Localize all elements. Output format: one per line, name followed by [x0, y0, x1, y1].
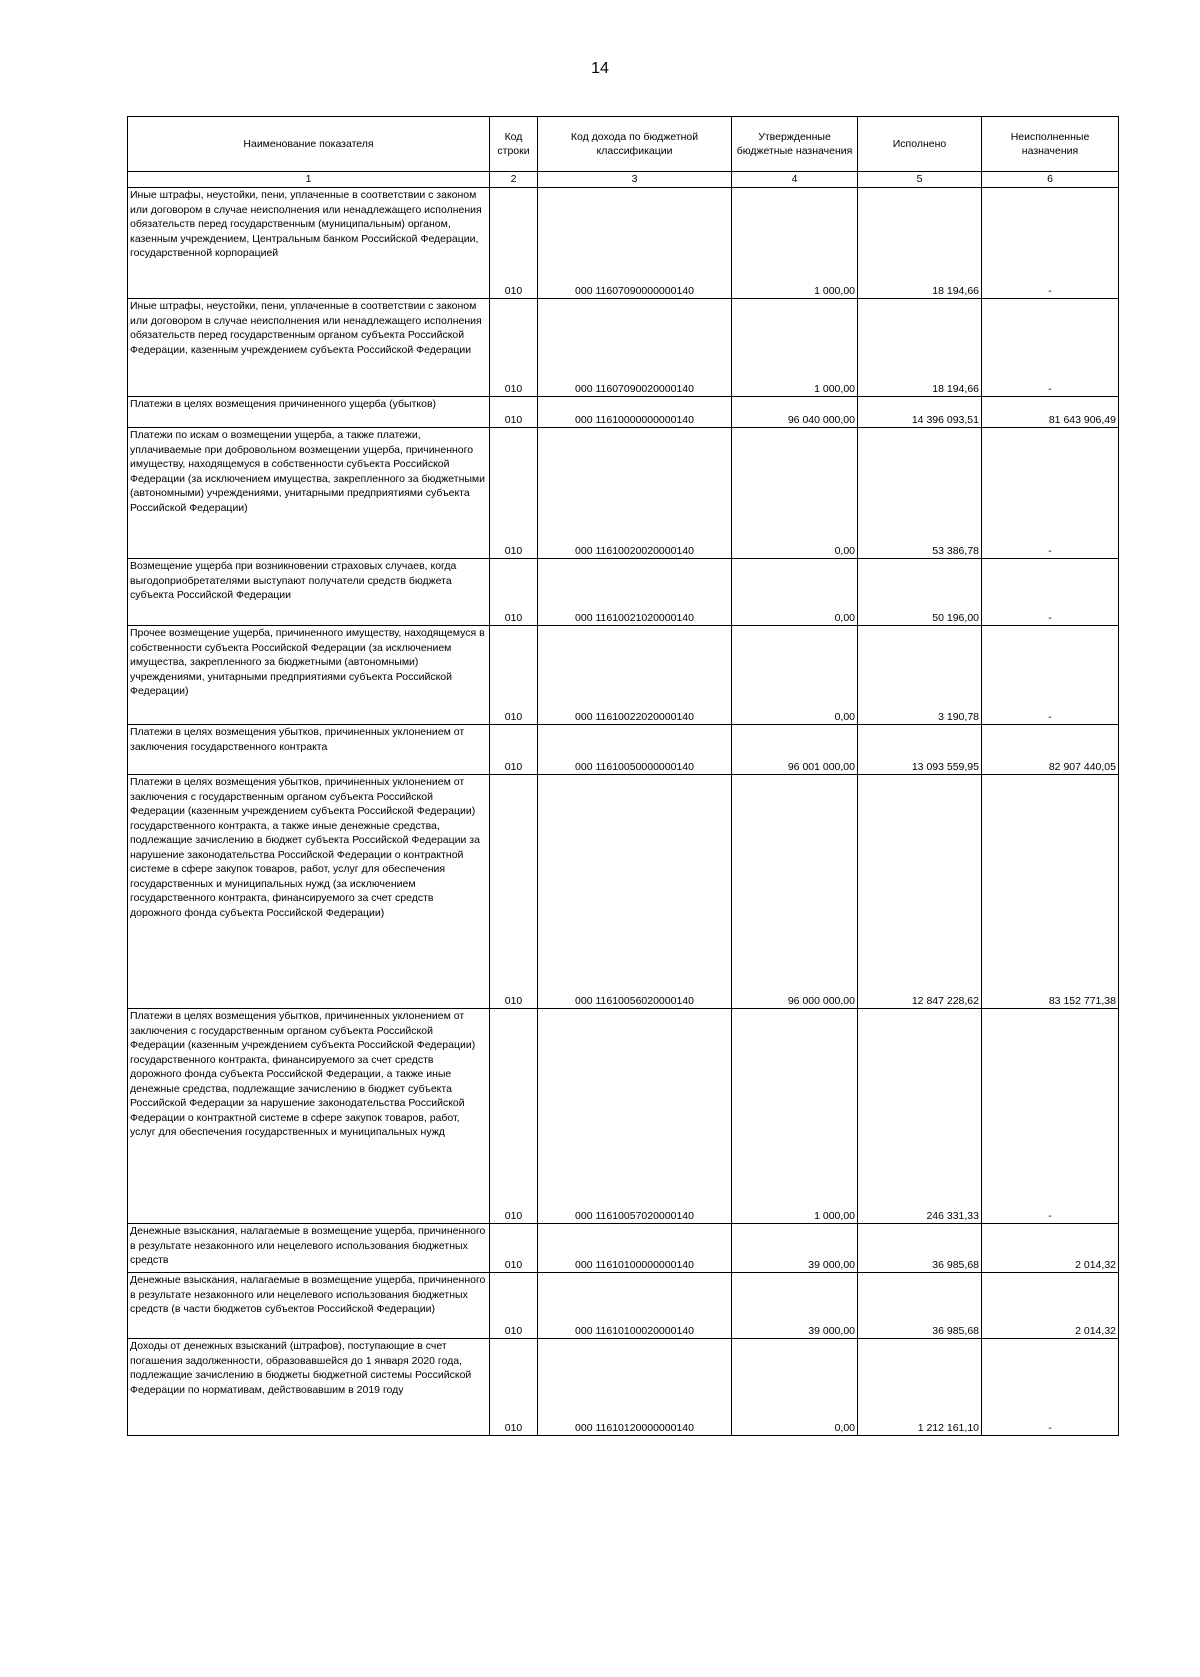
row-unexecuted: 2 014,32	[982, 1273, 1119, 1339]
row-unexecuted: -	[982, 1339, 1119, 1436]
row-name: Платежи в целях возмещения убытков, причиненных уклонением от заключения с государственным органом субъекта Российской Федерации (казенным учреждением субъекта Российской Федерации) государственного контракта, финансируемого за счет средств дорожного фонда субъекта Российской Федерации, а также иные денежные средства, подлежащие зачислению в бюджет субъекта Российской Федерации за нарушение законодательства Российской Федерации о контрактной системе в сфере закупок товаров, работ, услуг для обеспечения государственных и муниципальных нужд	[128, 1009, 490, 1224]
row-approved: 96 001 000,00	[732, 725, 858, 775]
row-unexecuted: 82 907 440,05	[982, 725, 1119, 775]
row-unexecuted: 81 643 906,49	[982, 397, 1119, 428]
row-executed: 13 093 559,95	[858, 725, 982, 775]
row-income-code: 000 11610120000000140	[538, 1339, 732, 1436]
row-income-code: 000 11607090020000140	[538, 299, 732, 397]
row-line-code: 010	[490, 397, 538, 428]
row-line-code: 010	[490, 1224, 538, 1273]
row-line-code: 010	[490, 299, 538, 397]
row-income-code: 000 11610057020000140	[538, 1009, 732, 1224]
header-executed: Исполнено	[858, 117, 982, 172]
row-income-code: 000 11610000000000140	[538, 397, 732, 428]
row-name: Платежи в целях возмещения убытков, причиненных уклонением от заключения с государственным органом субъекта Российской Федерации (казенным учреждением субъекта Российской Федерации) государственного контракта, а также иные денежные средства, подлежащие зачислению в бюджет субъекта Российской Федерации за нарушение законодательства Российской Федерации о контрактной системе в сфере закупок товаров, работ, услуг для обеспечения государственных и муниципальных нужд (за исключением государственного контракта, финансируемого за счет средств дорожного фонда субъекта Российской Федерации)	[128, 775, 490, 1009]
table-row	[128, 188, 1119, 299]
column-number: 6	[982, 172, 1119, 188]
row-executed: 14 396 093,51	[858, 397, 982, 428]
row-executed: 36 985,68	[858, 1224, 982, 1273]
row-income-code: 000 11610050000000140	[538, 725, 732, 775]
table-row	[128, 397, 1119, 428]
header-income-code: Код дохода по бюджетной классификации	[538, 117, 732, 172]
table-row	[128, 428, 1119, 559]
table-row	[128, 725, 1119, 775]
row-line-code: 010	[490, 1339, 538, 1436]
row-name: Платежи в целях возмещения причиненного ущерба (убытков)	[128, 397, 490, 428]
row-unexecuted: -	[982, 1009, 1119, 1224]
row-unexecuted: -	[982, 428, 1119, 559]
row-approved: 39 000,00	[732, 1224, 858, 1273]
row-income-code: 000 11610100000000140	[538, 1224, 732, 1273]
row-unexecuted: 2 014,32	[982, 1224, 1119, 1273]
row-income-code: 000 11610056020000140	[538, 775, 732, 1009]
table-row	[128, 1009, 1119, 1224]
row-name: Прочее возмещение ущерба, причиненного имуществу, находящемуся в собственности субъекта Российской Федерации (за исключением имущества, закрепленного за бюджетными (автономными) учреждениями, унитарными предприятиями субъекта Российской Федерации)	[128, 626, 490, 725]
row-approved: 96 000 000,00	[732, 775, 858, 1009]
header-approved: Утвержденные бюджетные назначения	[732, 117, 858, 172]
row-approved: 96 040 000,00	[732, 397, 858, 428]
table-row	[128, 299, 1119, 397]
column-number: 5	[858, 172, 982, 188]
row-name: Доходы от денежных взысканий (штрафов), поступающие в счет погашения задолженности, образовавшейся до 1 января 2020 года, подлежащие зачислению в бюджеты бюджетной системы Российской Федерации по нормативам, действовавшим в 2019 году	[128, 1339, 490, 1436]
row-approved: 39 000,00	[732, 1273, 858, 1339]
column-number: 1	[128, 172, 490, 188]
row-unexecuted: -	[982, 626, 1119, 725]
page-number: 14	[591, 60, 609, 77]
row-executed: 246 331,33	[858, 1009, 982, 1224]
row-executed: 1 212 161,10	[858, 1339, 982, 1436]
row-executed: 36 985,68	[858, 1273, 982, 1339]
row-name: Денежные взыскания, налагаемые в возмещение ущерба, причиненного в результате незаконного или нецелевого использования бюджетных средств	[128, 1224, 490, 1273]
row-executed: 18 194,66	[858, 188, 982, 299]
row-line-code: 010	[490, 626, 538, 725]
row-income-code: 000 11610021020000140	[538, 559, 732, 626]
row-unexecuted: -	[982, 188, 1119, 299]
header-name: Наименование показателя	[128, 117, 490, 172]
row-name: Платежи по искам о возмещении ущерба, а также платежи, уплачиваемые при добровольном возмещении ущерба, причиненного имуществу, находящемуся в собственности субъекта Российской Федерации (за исключением имущества, закрепленного за бюджетными (автономными) учреждениями, унитарными предприятиями субъекта Российской Федерации)	[128, 428, 490, 559]
header-row	[128, 117, 1119, 172]
row-name: Возмещение ущерба при возникновении страховых случаев, когда выгодоприобретателями выступают получатели средств бюджета субъекта Российской Федерации	[128, 559, 490, 626]
table-row	[128, 1339, 1119, 1436]
row-approved: 0,00	[732, 1339, 858, 1436]
row-executed: 18 194,66	[858, 299, 982, 397]
row-approved: 1 000,00	[732, 188, 858, 299]
row-unexecuted: -	[982, 559, 1119, 626]
column-number: 4	[732, 172, 858, 188]
header-line-code: Код строки	[490, 117, 538, 172]
row-line-code: 010	[490, 1273, 538, 1339]
row-approved: 0,00	[732, 428, 858, 559]
row-approved: 0,00	[732, 626, 858, 725]
row-income-code: 000 11610022020000140	[538, 626, 732, 725]
column-number: 2	[490, 172, 538, 188]
row-line-code: 010	[490, 559, 538, 626]
table-row	[128, 626, 1119, 725]
row-executed: 12 847 228,62	[858, 775, 982, 1009]
row-line-code: 010	[490, 775, 538, 1009]
row-name: Иные штрафы, неустойки, пени, уплаченные в соответствии с законом или договором в случае неисполнения или ненадлежащего исполнения обязательств перед государственным органом субъекта Российской Федерации, казенным учреждением субъекта Российской Федерации	[128, 299, 490, 397]
row-income-code: 000 11610100020000140	[538, 1273, 732, 1339]
row-executed: 53 386,78	[858, 428, 982, 559]
row-executed: 3 190,78	[858, 626, 982, 725]
column-numbers-row	[128, 172, 1119, 188]
row-name: Денежные взыскания, налагаемые в возмещение ущерба, причиненного в результате незаконного или нецелевого использования бюджетных средств (в части бюджетов субъектов Российской Федерации)	[128, 1273, 490, 1339]
row-line-code: 010	[490, 725, 538, 775]
row-executed: 50 196,00	[858, 559, 982, 626]
table-row	[128, 559, 1119, 626]
row-line-code: 010	[490, 188, 538, 299]
row-approved: 1 000,00	[732, 1009, 858, 1224]
row-approved: 0,00	[732, 559, 858, 626]
row-line-code: 010	[490, 1009, 538, 1224]
table-row	[128, 775, 1119, 1009]
row-unexecuted: 83 152 771,38	[982, 775, 1119, 1009]
row-income-code: 000 11607090000000140	[538, 188, 732, 299]
row-name: Платежи в целях возмещения убытков, причиненных уклонением от заключения государственного контракта	[128, 725, 490, 775]
row-income-code: 000 11610020020000140	[538, 428, 732, 559]
row-name: Иные штрафы, неустойки, пени, уплаченные в соответствии с законом или договором в случае неисполнения или ненадлежащего исполнения обязательств перед государственным (муниципальным) органом, казенным учреждением, Центральным банком Российской Федерации, государственной корпорацией	[128, 188, 490, 299]
row-line-code: 010	[490, 428, 538, 559]
table-row	[128, 1224, 1119, 1273]
budget-revenue-table	[127, 116, 1119, 1436]
row-unexecuted: -	[982, 299, 1119, 397]
column-number: 3	[538, 172, 732, 188]
table-row	[128, 1273, 1119, 1339]
row-approved: 1 000,00	[732, 299, 858, 397]
header-unexecuted: Неисполненные назначения	[982, 117, 1119, 172]
